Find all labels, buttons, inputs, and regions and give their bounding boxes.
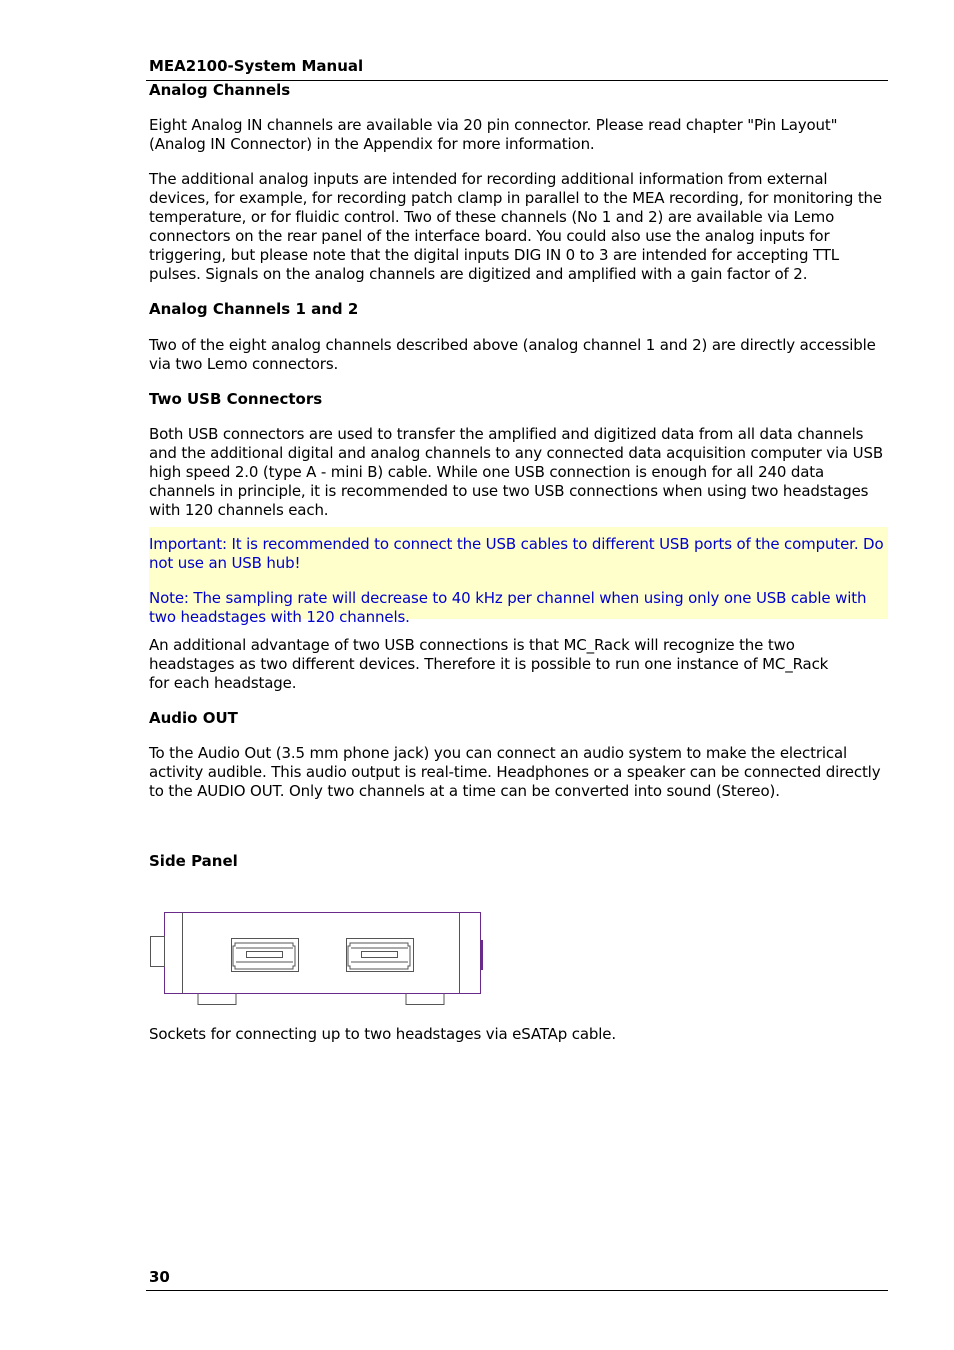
running-header: MEA2100-System Manual <box>149 57 364 75</box>
esata-socket-2 <box>347 939 414 972</box>
side-panel-figure <box>148 910 488 1016</box>
page-body <box>149 81 887 871</box>
heading-usb: Two USB Connectors <box>149 390 323 408</box>
heading-analog-1-2: Analog Channels 1 and 2 <box>149 300 359 318</box>
usb-paragraph-1: Both USB connectors are used to transfer the amplified and digitized data from all data channels and the additional digital and analog channels to any connected data acquisition computer via USB high speed 2.0 (type A - mini B) cable. While one USB connection is enough for all 240 data channels in principle, it is recommended to use two USB connections when using two headstages with 120 channels each. <box>149 425 883 519</box>
sampling-note: Note: The sampling rate will decrease to 40 kHz per channel when using only one USB cable with two headstages with 120 channels. <box>149 589 867 626</box>
side-panel-drawing <box>148 910 488 1012</box>
audio-paragraph: To the Audio Out (3.5 mm phone jack) you can connect an audio system to make the electrical activity audible. This audio output is real-time. Headphones or a speaker can be connected directly to the AUDIO OUT. Only two channels at a time can be converted into sound (Stereo). <box>149 744 881 800</box>
foot-left <box>198 994 236 1005</box>
esata-socket-1 <box>232 939 299 972</box>
heading-side-panel: Side Panel <box>149 852 238 870</box>
important-note: Important: It is recommended to connect the USB cables to different USB ports of the computer. Do not use an USB hub! <box>149 535 884 572</box>
left-nub <box>151 937 165 967</box>
footer-rule <box>146 1290 888 1291</box>
heading-audio-out: Audio OUT <box>149 709 238 727</box>
analog12-paragraph: Two of the eight analog channels described above (analog channel 1 and 2) are directly accessible via two Lemo connectors. <box>149 336 876 373</box>
usb-paragraph-2-line-a: An additional advantage of two USB connections is that MC_Rack will recognize the two headstages as two different devices. Therefore it is possible to run one instance of MC_Rack <box>149 636 829 673</box>
side-panel-caption: Sockets for connecting up to two headstages via eSATAp cable. <box>149 1025 616 1043</box>
page-number: 30 <box>149 1268 170 1286</box>
housing-outline <box>165 913 481 994</box>
usb-note-box <box>149 527 888 626</box>
usb-paragraph-2 <box>149 636 839 693</box>
foot-right <box>406 994 444 1005</box>
usb-paragraph-2-line-b: for each headstage. <box>149 674 297 692</box>
analog-paragraph-2: The additional analog inputs are intended for recording additional information from external devices, for example, for recording patch clamp in parallel to the MEA recording, for monitoring the temperature, or for fluidic control. Two of these channels (No 1 and 2) are available via Lemo connectors on the rear panel of the interface board. You could also use the analog inputs for triggering, but please note that the digital inputs DIG IN 0 to 3 are intended for accepting TTL pulses. Signals on the analog channels are digitized and amplified with a gain factor of 2. <box>149 170 882 283</box>
heading-analog-channels: Analog Channels <box>149 81 291 99</box>
analog-paragraph-1: Eight Analog IN channels are available via 20 pin connector. Please read chapter "Pin Layout" (Analog IN Connector) in the Appendix for more information. <box>149 116 838 153</box>
